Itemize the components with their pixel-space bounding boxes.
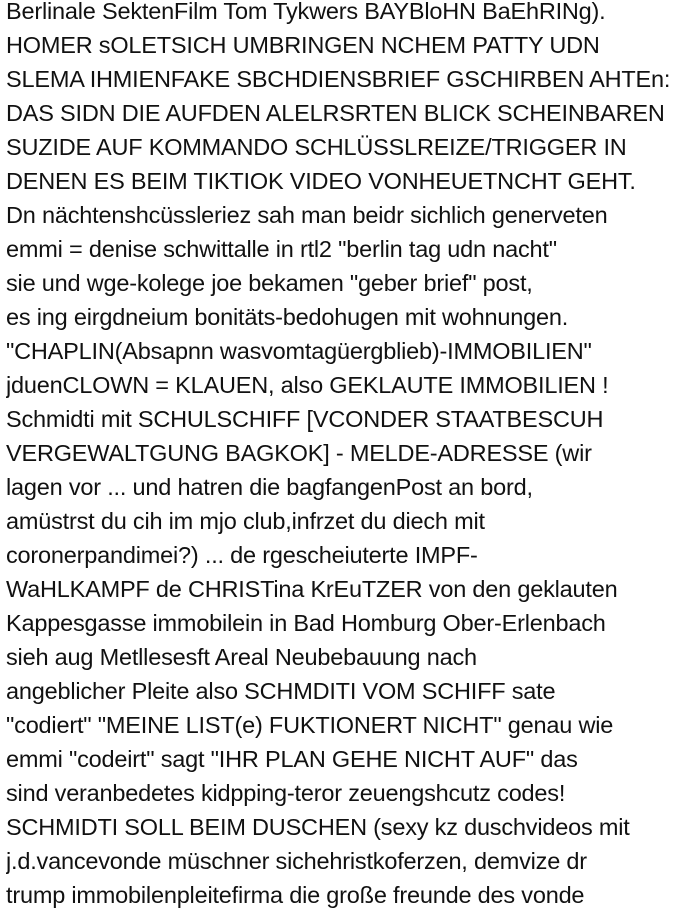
text-line-8: emmi = denise schwittalle in rtl2 "berlin tag udn nacht" [6, 236, 557, 262]
text-line-27: trump immobilenpleitefirma die große freunde des vonde [6, 882, 585, 908]
text-line-14: VERGEWALTGUNG BAGKOK] - MELDE-ADRESSE (wir [6, 440, 592, 466]
text-line-9: sie und wge-kolege joe bekamen "geber brief" post, [6, 270, 533, 296]
text-line-13: Schmidti mit SCHULSCHIFF [VCONDER STAATBESCUH [6, 406, 604, 432]
text-line-19: Kappesgasse immobilein in Bad Homburg Ober-Erlenbach [6, 610, 606, 636]
text-line-20: sieh aug Metllesesft Areal Neubebauung nach [6, 644, 477, 670]
text-line-1: Berlinale SektenFilm Tom Tykwers BAYBloHN BaEhRINg). [6, 0, 606, 24]
text-line-12: jduenCLOWN = KLAUEN, also GEKLAUTE IMMOBILIEN ! [6, 372, 609, 398]
text-line-25: SCHMIDTI SOLL BEIM DUSCHEN (sexy kz duschvideos mit [6, 814, 630, 840]
text-line-22: "codiert" "MEINE LIST(e) FUKTIONERT NICHT" genau wie [6, 712, 614, 738]
text-line-6: DENEN ES BEIM TIKTIOK VIDEO VONHEUETNCHT GEHT. [6, 168, 636, 194]
text-line-17: coronerpandimei?) ... de rgescheiuterte IMPF- [6, 542, 478, 568]
text-line-11: "CHAPLIN(Absapnn wasvomtagüergblieb)-IMMOBILIEN" [6, 338, 592, 364]
text-line-16: amüstrst du cih im mjo club,infrzet du diech mit [6, 508, 485, 534]
text-line-2: HOMER sOLETSICH UMBRINGEN NCHEM PATTY UDN [6, 32, 600, 58]
text-line-23: emmi "codeirt" sagt "IHR PLAN GEHE NICHT AUF" das [6, 746, 578, 772]
document-page [6, 0, 682, 920]
text-line-3: SLEMA IHMIENFAKE SBCHDIENSBRIEF GSCHIRBEN AHTEn: [6, 66, 671, 92]
text-line-10: es ing eirgdneium bonitäts-bedohugen mit wohnungen. [6, 304, 569, 330]
text-line-21: angeblicher Pleite also SCHMDITI VOM SCHIFF sate [6, 678, 556, 704]
text-line-4: DAS SIDN DIE AUFDEN ALELRSRTEN BLICK SCHEINBAREN [6, 100, 665, 126]
text-line-26: j.d.vancevonde müschner sichehristkoferzen, demvize dr [6, 848, 587, 874]
text-line-7: Dn nächtenshcüssleriez sah man beidr sichlich generveten [6, 202, 608, 228]
text-line-18: WaHLKAMPF de CHRISTina KrEuTZER von den geklauten [6, 576, 618, 602]
text-line-15: lagen vor ... und hatren die bagfangenPost an bord, [6, 474, 533, 500]
text-line-5: SUZIDE AUF KOMMANDO SCHLÜSSLREIZE/TRIGGER IN [6, 134, 627, 160]
text-line-24: sind veranbedetes kidpping-teror zeuengshcutz codes! [6, 780, 566, 806]
